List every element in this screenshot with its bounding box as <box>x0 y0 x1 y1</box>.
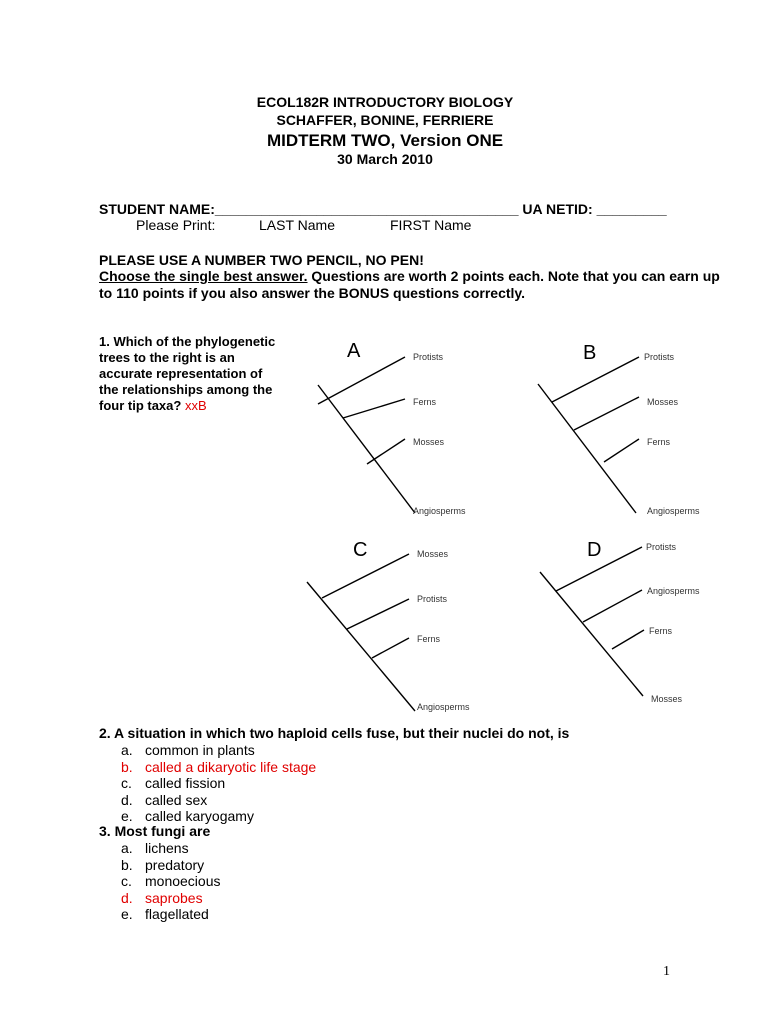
first-name-label: FIRST Name <box>390 217 472 233</box>
question-3-option-a[interactable] <box>121 840 189 856</box>
question-1 <box>99 334 275 414</box>
last-name-label: LAST Name <box>259 217 335 233</box>
tree-c-leaf: Ferns <box>417 634 441 644</box>
option-letter: e. <box>121 808 133 824</box>
tree-d-leaf: Mosses <box>651 694 683 704</box>
tree-a-leaf: Angiosperms <box>413 506 466 516</box>
question-2-option-e[interactable] <box>121 808 254 824</box>
question-1-line: 1. Which of the phylogenetic <box>99 334 276 349</box>
tree-a-leaf: Ferns <box>413 397 437 407</box>
tree-a-leaf: Protists <box>413 352 444 362</box>
tree-d <box>521 536 721 706</box>
tree-b-leaf: Mosses <box>647 397 679 407</box>
question-1-answer: xxB <box>184 398 207 413</box>
tree-a-label: A <box>347 340 361 362</box>
question-2-option-c[interactable] <box>121 775 225 791</box>
question-2-option-a[interactable] <box>121 742 255 758</box>
option-letter: c. <box>121 873 132 889</box>
option-text: lichens <box>145 840 189 856</box>
option-text: called sex <box>145 792 208 808</box>
question-3-option-b[interactable] <box>121 857 204 873</box>
option-text: called a dikaryotic life stage <box>145 759 317 775</box>
points-instruction <box>99 268 720 285</box>
exam-date: 30 March 2010 <box>337 151 433 167</box>
instructors: SCHAFFER, BONINE, FERRIERE <box>276 112 494 128</box>
option-letter: d. <box>121 792 133 808</box>
tree-c-leaf: Protists <box>417 594 448 604</box>
option-letter: e. <box>121 906 133 922</box>
question-3-option-e[interactable] <box>121 906 209 922</box>
tree-d-leaf: Protists <box>646 542 677 552</box>
page-number: 1 <box>663 964 670 979</box>
question-3: 3. Most fungi are <box>99 823 211 839</box>
tree-b-leaf: Ferns <box>647 437 671 447</box>
tree-c-lines <box>300 538 480 716</box>
option-text: saprobes <box>145 890 203 906</box>
option-letter: a. <box>121 742 133 758</box>
question-2: 2. A situation in which two haploid cells fuse, but their nuclei do not, is <box>99 725 570 741</box>
question-2-option-b[interactable] <box>121 759 316 775</box>
tree-a-leaf: Mosses <box>413 437 445 447</box>
tree-b-leaf: Protists <box>644 352 675 362</box>
tree-c-leaf: Angiosperms <box>417 702 470 712</box>
option-text: called karyogamy <box>145 808 254 824</box>
tree-c <box>300 538 480 716</box>
question-1-line: accurate representation of <box>99 366 263 381</box>
exam-title: MIDTERM TWO, Version ONE <box>266 131 504 150</box>
question-3-option-c[interactable] <box>121 873 221 889</box>
tree-d-leaf: Ferns <box>649 626 673 636</box>
points-text-a: Questions are worth 2 points each. Note that you can earn up <box>307 268 720 284</box>
course-title: ECOL182R INTRODUCTORY BIOLOGY <box>256 94 514 110</box>
option-letter: a. <box>121 840 133 856</box>
choose-instruction: Choose the single best answer. <box>99 268 308 284</box>
option-letter: b. <box>121 759 133 775</box>
student-name-field[interactable]: STUDENT NAME:_______________________________________ UA NETID: _________ <box>99 201 667 217</box>
option-letter: b. <box>121 857 133 873</box>
tree-c-leaf: Mosses <box>417 549 449 559</box>
option-text: called fission <box>145 775 226 791</box>
question-1-line: the relationships among the <box>99 382 273 397</box>
option-text: predatory <box>145 857 205 873</box>
question-1-line: four tip taxa? <box>99 398 182 413</box>
tree-d-leaf: Angiosperms <box>647 586 700 596</box>
points-text-b: to 110 points if you also answer the BONUS questions correctly. <box>99 285 526 301</box>
option-text: flagellated <box>145 906 209 922</box>
option-letter: c. <box>121 775 132 791</box>
print-label: Please Print: <box>136 217 216 233</box>
tree-a-lines <box>300 338 470 518</box>
option-text: monoecious <box>145 873 221 889</box>
option-text: common in plants <box>145 742 255 758</box>
pencil-instruction: PLEASE USE A NUMBER TWO PENCIL, NO PEN! <box>99 252 424 268</box>
tree-b-leaf: Angiosperms <box>647 506 700 516</box>
option-letter: d. <box>121 890 133 906</box>
tree-d-label: D <box>587 539 602 561</box>
tree-b-lines <box>521 338 721 518</box>
tree-d-lines <box>521 536 721 706</box>
tree-a <box>300 338 470 518</box>
question-1-line: trees to the right is an <box>99 350 235 365</box>
question-2-option-d[interactable] <box>121 792 207 808</box>
tree-b <box>521 338 721 518</box>
tree-c-label: C <box>353 539 368 561</box>
tree-b-label: B <box>583 342 597 364</box>
question-3-option-d[interactable] <box>121 890 203 906</box>
